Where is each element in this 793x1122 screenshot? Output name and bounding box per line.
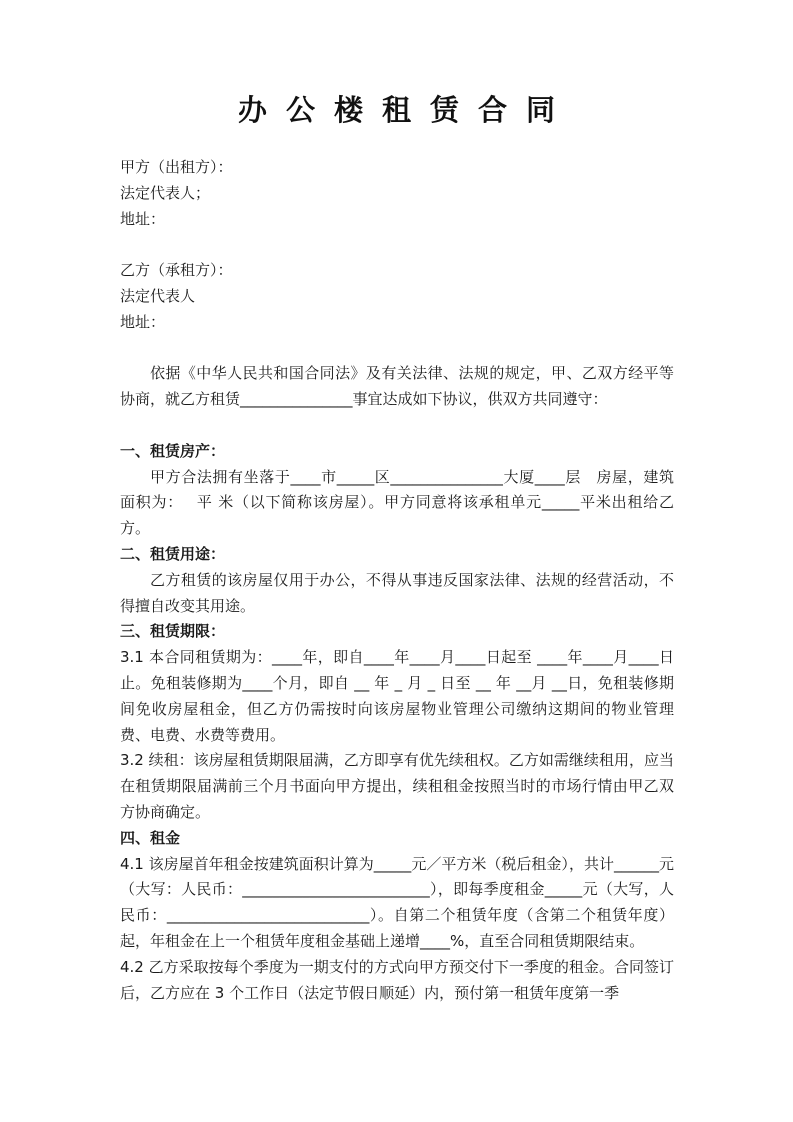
section-2-heading: 二、租赁用途： [120, 544, 226, 563]
spacer [120, 232, 674, 258]
party-b-label: 乙方（承租方）： [120, 261, 233, 280]
section-4-heading: 四、租金 [120, 828, 181, 847]
preamble-paragraph: 依据《中华人民共和国合同法》及有关法律、法规的规定，甲、乙双方经平等协商，就乙方租赁_______________事宜达成如下协议，供双方共同遵守： [120, 364, 674, 409]
party-b-address: 地址： [120, 312, 166, 331]
section-2-text: 乙方租赁的该房屋仅用于办公，不得从事违反国家法律、法规的经营活动，不得擅自改变其用途。 [120, 570, 674, 615]
document-title: 办公楼租赁合同 [237, 93, 574, 127]
section-1-text: 甲方合法拥有坐落于____市_____区_______________大厦____层 房屋，建筑面积为： 平 米（以下简称该房屋）。甲方同意将该承租单元_____平米出租给乙方。 [120, 467, 674, 538]
party-b-representative: 法定代表人 [120, 286, 196, 305]
spacer [120, 336, 674, 362]
spacer [120, 413, 674, 439]
clause-4-1: 4.1 该房屋首年租金按建筑面积计算为_____元／平方米（税后租金），共计______元（大写：人民币：_________________________），即每季度租金_____元（大写，人民币：___________________________）。自第二个租赁年度（含第二个租赁年度）起，年租金在上一个租赁年度租金基础上递增____%，直至合同租赁期限结束。 [120, 854, 674, 950]
section-3-heading: 三、租赁期限： [120, 622, 226, 641]
clause-4-2: 4.2 乙方采取按每个季度为一期支付的方式向甲方预交付下一季度的租金。合同签订后，乙方应在 3 个工作日（法定节假日顺延）内，预付第一租赁年度第一季 [120, 957, 674, 1002]
contract-body [120, 155, 674, 1006]
section-1-heading: 一、租赁房产： [120, 441, 226, 460]
party-a-address: 地址： [120, 209, 166, 228]
clause-3-2: 3.2 续租：该房屋租赁期限届满，乙方即享有优先续租权。乙方如需继续租用，应当在租赁期限届满前三个月书面向甲方提出，续租租金按照当时的市场行情由甲乙双方协商确定。 [120, 751, 674, 821]
clause-3-1: 3.1 本合同租赁期为：____年，即自____年____月____日起至 ____年____月____日止。免租装修期为____个月，即自 __ 年 _ 月 _ 日至 __ 年 __月 __日，免租装修期间免收房屋租金，但乙方仍需按时向该房屋物业管理公司缴纳这期间的物业管理费、电费、水费等费用。 [120, 648, 674, 744]
party-a-label: 甲方（出租方）： [120, 158, 233, 176]
party-a-representative: 法定代表人； [120, 183, 211, 202]
